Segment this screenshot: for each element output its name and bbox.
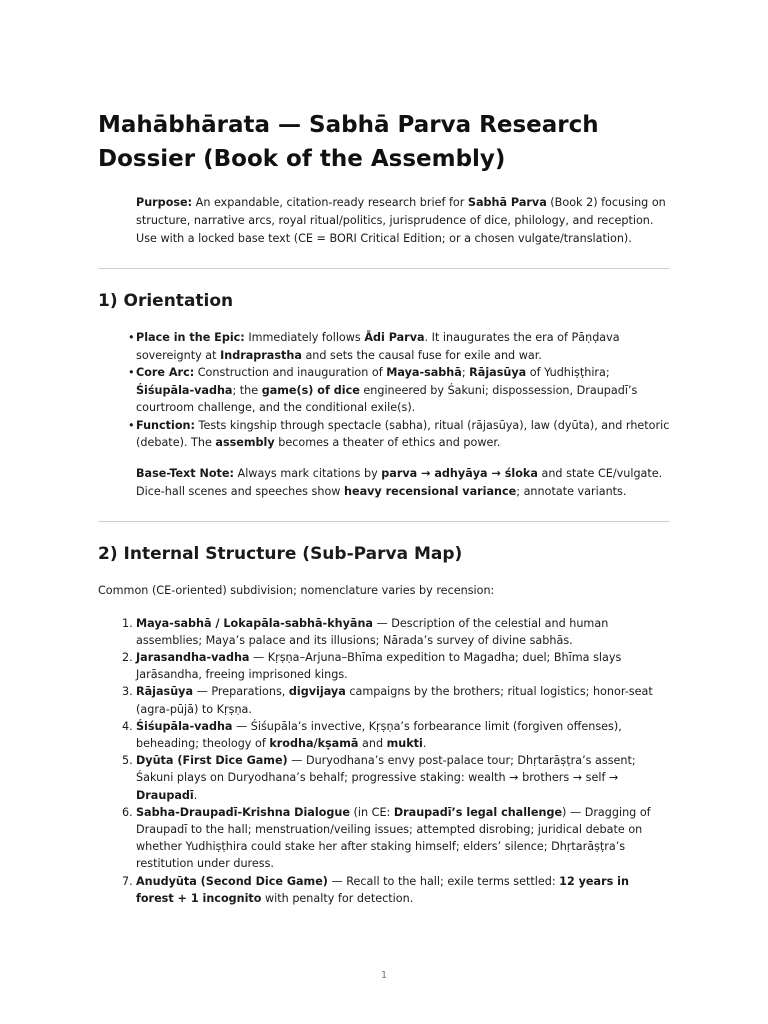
item-bold: Maya-sabhā — [386, 366, 462, 379]
page-number: 1 — [380, 970, 388, 981]
item-number: 1. — [122, 616, 133, 630]
item-text: ; the — [232, 383, 262, 397]
item-bold: Sabha-Draupadī-Krishna Dialogue — [136, 805, 350, 819]
item-bold: Rājasūya — [469, 366, 527, 379]
note-text: Always mark citations by — [233, 466, 382, 480]
item-text: — Recall to the hall; exile terms settled: — [327, 874, 560, 888]
item-number: 7. — [122, 874, 133, 888]
item-bold: Dyūta (First Dice Game) — [136, 754, 288, 768]
purpose-text: (Book 2) focusing on structure, narrative arcs, royal ritual/politics, jurisprudence of dice, philology, and reception. Use with a locked base text (CE = BORI Critical Edition; or a chosen vulgate/translation). — [136, 196, 666, 245]
item-text: — Śiśupāla’s invective, Kṛṣṇa’s forbearance limit (forgiven offenses), beheading; theology of — [136, 719, 622, 750]
note-text: ; annotate variants. — [516, 484, 627, 498]
section-heading-orientation: 1) Orientation — [98, 291, 234, 311]
item-bold: Śiśupāla-vadha — [136, 383, 233, 397]
purpose-paragraph — [136, 194, 670, 248]
base-text-note — [136, 465, 670, 501]
section-divider — [98, 521, 670, 522]
list-item — [122, 752, 670, 804]
item-label: Core Arc: — [136, 366, 195, 379]
item-bold: krodha/kṣamā — [269, 736, 359, 750]
item-bold: mukti — [386, 736, 423, 750]
item-text: — Description of the celestial and human assemblies; Maya’s palace and its illusions; Nārada’s survey of divine sabhās. — [136, 616, 609, 647]
item-text: ; — [461, 366, 470, 379]
item-text: of Yudhiṣṭhira; — [526, 366, 610, 379]
note-label: Base-Text Note: — [136, 466, 234, 480]
item-text: Tests kingship through spectacle (sabha), ritual (rājasūya), law (dyūta), and rhetoric (debate). The — [136, 418, 670, 449]
item-text: Immediately follows — [244, 331, 365, 344]
item-bold: digvijaya — [288, 685, 346, 699]
item-label: Place in the Epic: — [136, 331, 245, 344]
item-bold: Indraprastha — [220, 348, 302, 362]
list-item — [122, 649, 670, 683]
item-text: becomes a theater of ethics and power. — [274, 436, 501, 449]
item-text: and — [358, 736, 387, 750]
item-text: . It inaugurates the era of Pāṇḍava sovereignty at — [136, 331, 620, 362]
item-text: . — [193, 788, 198, 802]
item-text: campaigns by the brothers; ritual logistics; honor-seat (agra-pūjā) to Kṛṣṇa. — [136, 685, 653, 716]
item-text: (in CE: — [349, 805, 394, 819]
item-bold: Rājasūya — [136, 685, 194, 699]
item-label: Function: — [136, 418, 195, 432]
purpose-label: Purpose: — [136, 196, 193, 209]
structure-intro: Common (CE-oriented) subdivision; nomenclature varies by recension: — [98, 583, 495, 597]
item-bold: Śiśupāla-vadha — [136, 719, 233, 733]
item-text: and sets the causal fuse for exile and war. — [301, 348, 542, 362]
item-bold: game(s) of dice — [261, 383, 360, 397]
item-number: 3. — [122, 685, 133, 699]
item-text: — Kṛṣṇa–Arjuna–Bhīma expedition to Magadha; duel; Bhīma slays Jarāsandha, freeing imprisoned kings. — [136, 650, 622, 682]
orientation-list — [98, 329, 670, 452]
list-item — [122, 718, 670, 752]
item-number: 6. — [122, 805, 133, 819]
document-title: Mahābhārata — Sabhā Parva Research Dossier (Book of the Assembly) — [98, 112, 599, 172]
list-item — [122, 683, 670, 717]
item-bold: Draupadī’s legal challenge — [393, 805, 563, 819]
section-divider — [98, 268, 670, 269]
purpose-text: An expandable, citation-ready research brief for — [192, 196, 468, 209]
sub-parva-list — [98, 615, 670, 907]
list-item — [136, 417, 670, 452]
list-item — [136, 329, 670, 364]
item-text: . — [422, 736, 427, 750]
item-number: 4. — [122, 719, 133, 733]
item-text: — Duryodhana’s envy post-palace tour; Dhṛtarāṣṭra’s assent; Śakuni plays on Duryodhana’s behalf; progressive staking: wealth → brothers → self → — [136, 754, 636, 785]
item-bold: Draupadī — [136, 788, 194, 802]
purpose-bold: Sabhā Parva — [467, 196, 547, 209]
item-bold: 12 years in forest + 1 incognito — [136, 874, 629, 905]
list-item — [122, 615, 670, 649]
list-item — [136, 364, 670, 417]
document-page — [98, 108, 670, 907]
item-text: ) — Dragging of Draupadī to the hall; menstruation/veiling issues; attempted disrobing; juridical debate on whether Yudhiṣṭhira could stake her after staking himself; elders’ silence; Dhṛtarāṣṭra’s restitution under duress. — [136, 805, 651, 871]
item-bold: assembly — [215, 436, 275, 449]
item-bold: Maya-sabhā / Lokapāla-sabhā-khyāna — [136, 616, 373, 630]
list-item — [122, 804, 670, 873]
item-bold: Ādi Parva — [364, 331, 425, 344]
list-item — [122, 873, 670, 907]
item-number: 5. — [122, 754, 133, 768]
note-bold: parva → adhyāya → śloka — [381, 466, 538, 480]
item-text: — Preparations, — [193, 685, 289, 699]
item-number: 2. — [122, 650, 133, 664]
note-text: and state CE/vulgate. Dice-hall scenes and speeches show — [136, 466, 663, 498]
item-bold: Jarasandha-vadha — [136, 650, 250, 664]
item-text: with penalty for detection. — [261, 891, 414, 905]
item-bold: Anudyūta (Second Dice Game) — [136, 874, 328, 888]
note-bold: heavy recensional variance — [344, 484, 517, 498]
section-heading-structure: 2) Internal Structure (Sub-Parva Map) — [98, 543, 463, 564]
item-text: engineered by Śakuni; dispossession, Draupadī’s courtroom challenge, and the conditional exile(s). — [136, 383, 638, 414]
item-text: Construction and inauguration of — [194, 366, 387, 379]
